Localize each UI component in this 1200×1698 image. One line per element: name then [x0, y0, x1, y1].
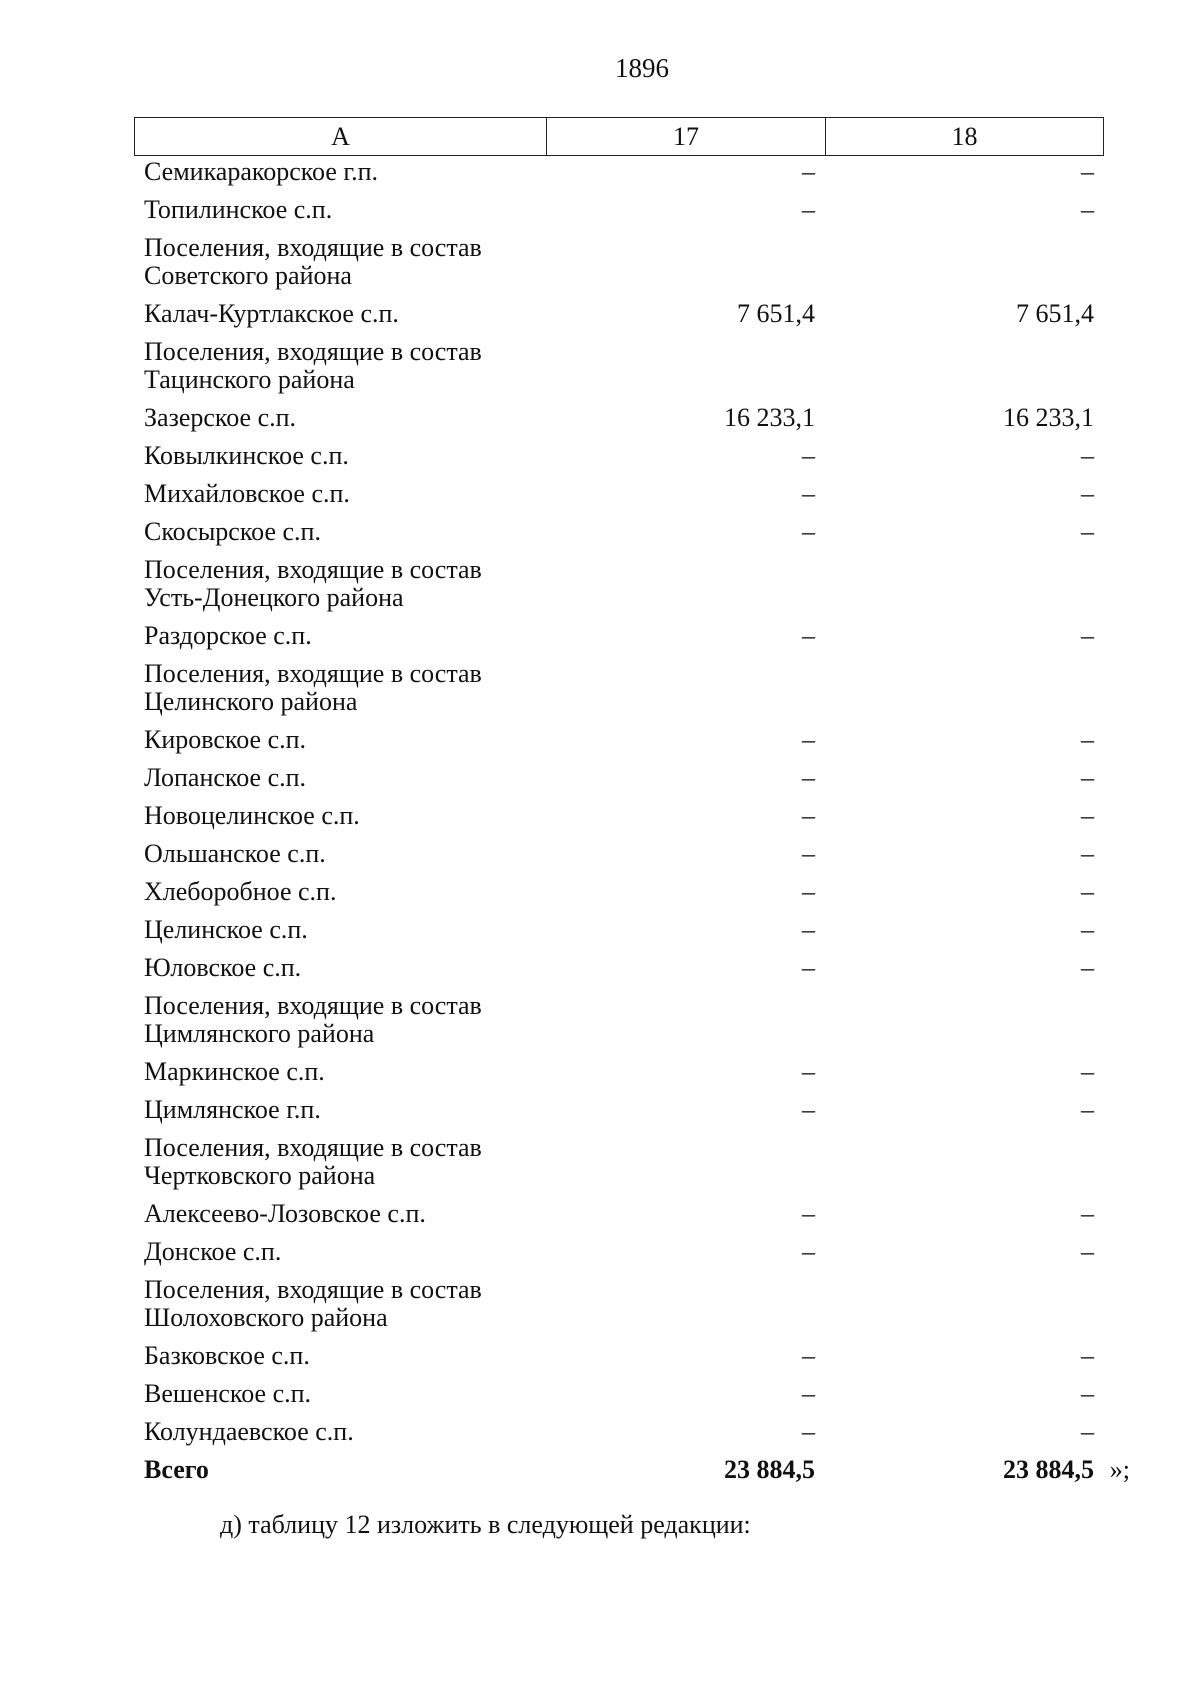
- row-name: Калач-Куртлакское с.п.: [144, 299, 399, 328]
- table-row: [134, 726, 1104, 754]
- total-label: Всего: [144, 1455, 209, 1484]
- row-name: Поселения, входящие в состав Целинского района: [144, 659, 482, 716]
- row-value-18: 7 651,4: [1016, 299, 1094, 328]
- row-value-18: –: [1081, 801, 1094, 830]
- table-row: [134, 840, 1104, 868]
- row-value-17: –: [802, 953, 815, 982]
- table-row: [134, 442, 1104, 470]
- row-value-18: –: [1081, 157, 1094, 186]
- row-name: Хлеборобное с.п.: [144, 877, 337, 906]
- table-row: [134, 1058, 1104, 1086]
- table-row: [134, 404, 1104, 432]
- total-value-18-cell: [825, 1455, 1130, 1484]
- row-name: Семикаракорское г.п.: [144, 157, 379, 186]
- table-row: [134, 916, 1104, 944]
- row-value-18: –: [1081, 1341, 1094, 1370]
- table-body: [134, 157, 1130, 1494]
- row-value-18: –: [1081, 725, 1094, 754]
- table-row: [134, 196, 1104, 224]
- row-value-17: –: [802, 1095, 815, 1124]
- row-value-17: –: [802, 621, 815, 650]
- row-value-18: –: [1081, 1057, 1094, 1086]
- row-value-17: 7 651,4: [737, 299, 815, 328]
- row-name: Зазерское с.п.: [144, 403, 297, 432]
- row-value-18: –: [1081, 1199, 1094, 1228]
- table-row: [134, 1342, 1104, 1370]
- table-row: [134, 1096, 1104, 1124]
- table-header: [134, 117, 1104, 156]
- row-name: Ольшанское с.п.: [144, 839, 326, 868]
- row-name: Михайловское с.п.: [144, 479, 350, 508]
- table-row: [134, 480, 1104, 508]
- row-value-18: –: [1081, 621, 1094, 650]
- row-value-18: –: [1081, 763, 1094, 792]
- table-row: [134, 802, 1104, 830]
- row-value-18: –: [1081, 1095, 1094, 1124]
- row-name: Лопанское с.п.: [144, 763, 307, 792]
- total-value-17: 23 884,5: [724, 1455, 815, 1484]
- row-name: Алексеево-Лозовское с.п.: [144, 1199, 426, 1228]
- row-name: Поселения, входящие в состав Шолоховского района: [144, 1275, 482, 1332]
- row-name: Маркинское с.п.: [144, 1057, 325, 1086]
- row-value-18: –: [1081, 441, 1094, 470]
- table-row: [134, 234, 1104, 290]
- total-row: [134, 1455, 1130, 1484]
- table-row: [134, 1380, 1104, 1408]
- table-row: [134, 518, 1104, 546]
- header-column-17: 17: [547, 118, 826, 155]
- row-value-18: –: [1081, 195, 1094, 224]
- row-name: Юловское с.п.: [144, 953, 302, 982]
- row-value-17: –: [802, 195, 815, 224]
- table-row: [134, 158, 1104, 186]
- row-value-17: –: [802, 763, 815, 792]
- row-value-18: –: [1081, 1417, 1094, 1446]
- row-value-17: –: [802, 801, 815, 830]
- table-row: [134, 1134, 1104, 1190]
- table-row: [134, 764, 1104, 792]
- row-value-18: 16 233,1: [1003, 403, 1094, 432]
- row-value-17: –: [802, 441, 815, 470]
- row-name: Раздорское с.п.: [144, 621, 312, 650]
- row-value-17: –: [802, 1199, 815, 1228]
- row-value-18: –: [1081, 915, 1094, 944]
- footer-instruction: д) таблицу 12 изложить в следующей редакции:: [220, 1510, 751, 1539]
- row-value-17: –: [802, 915, 815, 944]
- row-name: Ковылкинское с.п.: [144, 441, 349, 470]
- header-column-a: А: [135, 118, 547, 155]
- row-name: Донское с.п.: [144, 1237, 282, 1266]
- table-row: [134, 300, 1104, 328]
- row-value-18: –: [1081, 953, 1094, 982]
- row-name: Поселения, входящие в состав Советского района: [144, 233, 482, 290]
- table-row: [134, 992, 1104, 1048]
- table-row: [134, 556, 1104, 612]
- table-row: [134, 1238, 1104, 1266]
- row-value-17: –: [802, 1379, 815, 1408]
- row-name: Топилинское с.п.: [144, 195, 333, 224]
- table-row: [134, 660, 1104, 716]
- row-value-18: –: [1081, 517, 1094, 546]
- row-value-18: –: [1081, 1379, 1094, 1408]
- row-value-17: –: [802, 725, 815, 754]
- row-name: Поселения, входящие в состав Чертковского района: [144, 1133, 482, 1190]
- row-name: Цимлянское г.п.: [144, 1095, 321, 1124]
- table-row: [134, 1200, 1104, 1228]
- row-name: Базковское с.п.: [144, 1341, 310, 1370]
- row-name: Скосырское с.п.: [144, 517, 321, 546]
- row-name: Поселения, входящие в состав Усть-Донецкого района: [144, 555, 482, 612]
- row-name: Вешенское с.п.: [144, 1379, 312, 1408]
- row-name: Колундаевское с.п.: [144, 1417, 354, 1446]
- row-value-17: –: [802, 1057, 815, 1086]
- row-value-18: –: [1081, 479, 1094, 508]
- row-value-17: –: [802, 839, 815, 868]
- row-value-17: –: [802, 157, 815, 186]
- table-row: [134, 878, 1104, 906]
- row-value-17: –: [802, 1417, 815, 1446]
- row-value-17: –: [802, 1341, 815, 1370]
- row-name: Поселения, входящие в состав Цимлянского района: [144, 991, 482, 1048]
- row-value-17: 16 233,1: [724, 403, 815, 432]
- table-row: [134, 338, 1104, 394]
- row-value-17: –: [802, 517, 815, 546]
- row-value-17: –: [802, 877, 815, 906]
- row-value-17: –: [802, 1237, 815, 1266]
- row-value-18: –: [1081, 839, 1094, 868]
- table-row: [134, 1276, 1104, 1332]
- table-row: [134, 954, 1104, 982]
- header-column-18: 18: [951, 121, 978, 151]
- row-name: Поселения, входящие в состав Тацинского района: [144, 337, 482, 394]
- row-name: Новоцелинское с.п.: [144, 801, 360, 830]
- row-name: Целинское с.п.: [144, 915, 308, 944]
- row-value-17: –: [802, 479, 815, 508]
- row-name: Кировское с.п.: [144, 725, 307, 754]
- table-row: [134, 622, 1104, 650]
- row-value-18: –: [1081, 1237, 1094, 1266]
- page-number: 1896: [615, 53, 669, 83]
- total-value-18: 23 884,5: [1003, 1455, 1094, 1484]
- row-value-18: –: [1081, 877, 1094, 906]
- table-row: [134, 1418, 1104, 1446]
- closing-quote-mark: »;: [1109, 1455, 1130, 1484]
